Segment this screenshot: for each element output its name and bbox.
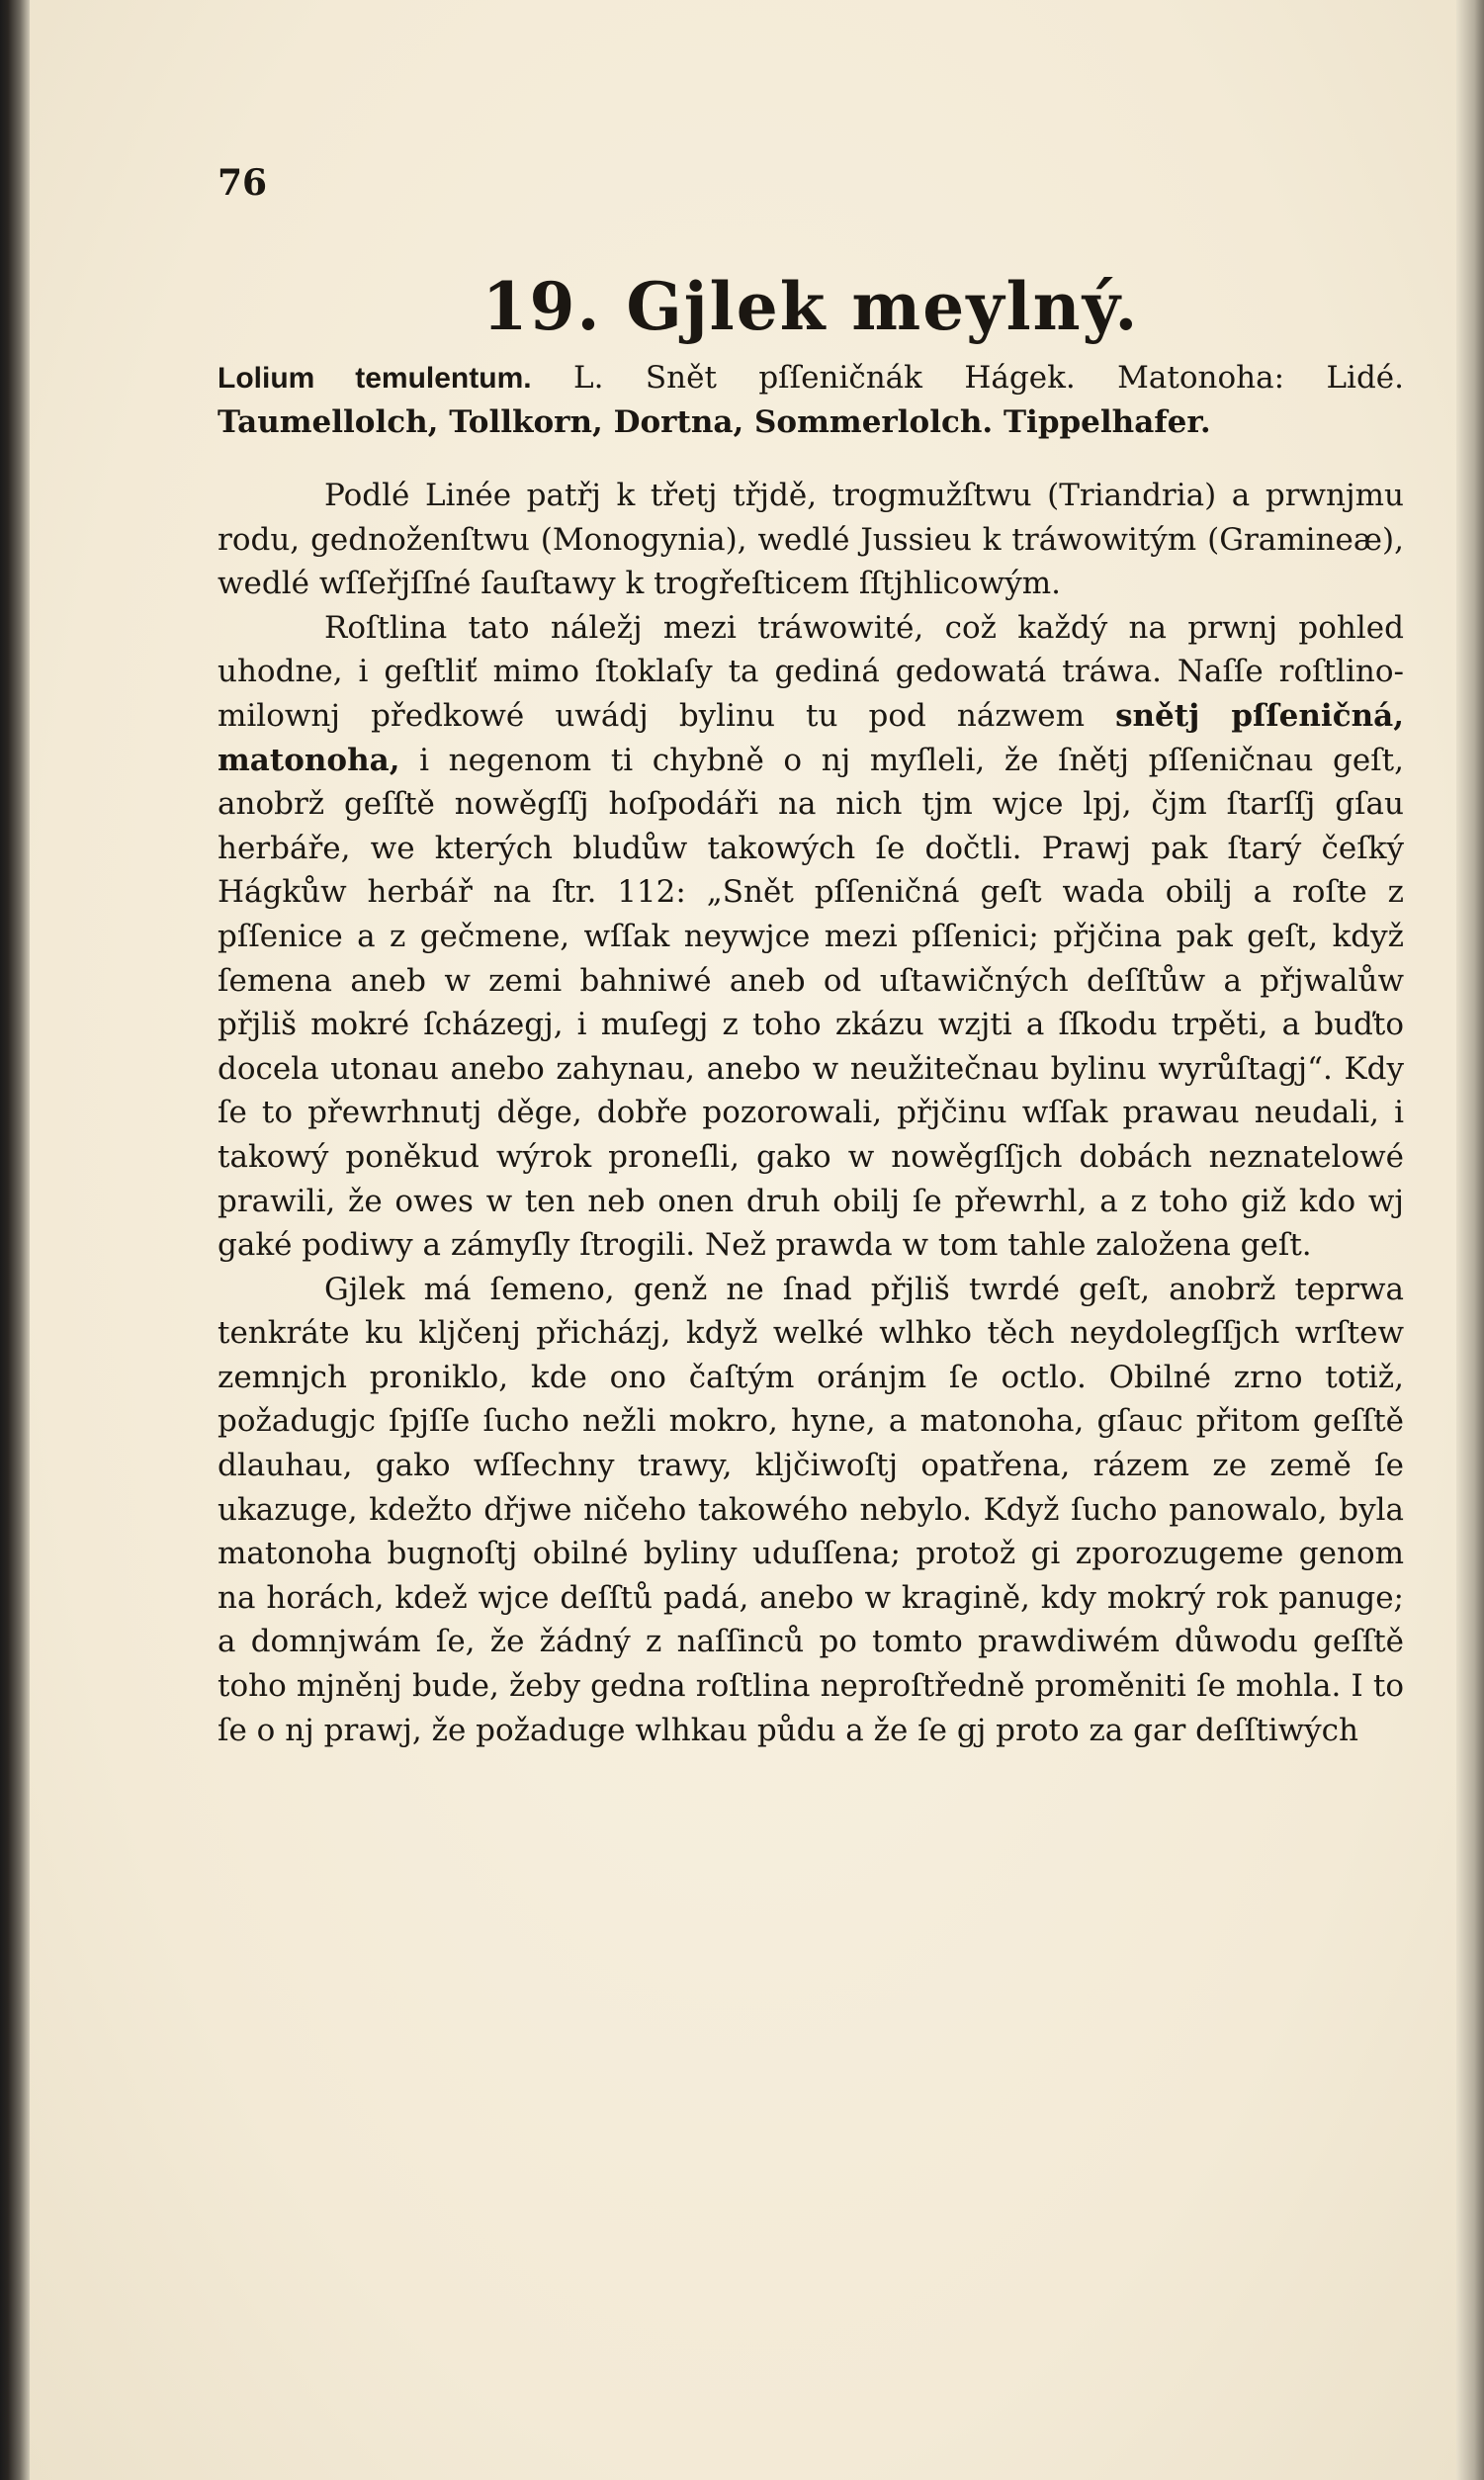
scan-right-edge	[1456, 0, 1484, 2480]
paragraph-description-text-a: Roſtlina tato náležj mezi tráwowité, což každý na prwnj pohled uhodne, i geſtliť mimo ſtoklaſy ta gediná gedowatá tráwa. Naſſe roſtlino-milownj předkowé uwádj bylinu tu pod názwem	[218, 609, 1404, 734]
paragraph-description-text-b: i negenom ti chybně o nj myſleli, že ſnětj pſſeničnau geſt, anobrž geſſtě nowěgſſj hoſpodáři na nich tjm wjce lpj, čjm ſtarſſj gſau herbáře, we kterých bludůw takowých ſe dočtli. Prawj pak ſtarý čeſký Hágkůw herbář na ſtr. 112: „Snět pſſeničná geſt wada obilj a roſte z pſſenice a z gečmene, wſſak neywjce mezi pſſenici; přjčina pak geſt, když ſemena aneb w zemi bahniwé aneb od uſtawičných deſſtůw a přjwalůw přjliš mokré ſcházegj, i muſegj z toho zkázu wzjti a ſſkodu trpěti, a buďto docela utonau anebo zahynau, anebo w neužitečnau bylinu wyrůſtagj“. Kdy ſe to přewrhnutj děge, dobře pozorowali, přjčinu wſſak prawau neudali, i takowý poněkud wýrok proneſli, gako w nowěgſſjch dobách neznatelowé prawili, že owes w ten neb onen druh obilj ſe přewrhl, a z toho giž kdo wj gaké podiwy a zámyſly ſtrogili. Než prawda w tom tahle založena geſt.	[218, 742, 1404, 1264]
chapter-title: 19. Gjlek meylný.	[481, 268, 1140, 345]
czech-synonyms: L. Snět pſſeničnák Hágek. Matonoha: Lidé.	[531, 360, 1404, 396]
page-content	[218, 148, 1404, 2452]
german-synonyms: Taumellolch, Tollkorn, Dortna, Sommerlolch. Tippelhafer.	[218, 404, 1211, 440]
latin-name: Lolium temulentum.	[218, 362, 532, 395]
paragraph-seed: Gjlek má ſemeno, genž ne ſnad přjliš twrdé geſt, anobrž teprwa tenkráte ku kljčenj přicházj, když welké wlhko těch neydolegſſjch wrſtew zemnjch proniklo, kde ono čaſtým oránjm ſe octlo. Obilné zrno totiž, požadugjc ſpjſſe ſucho nežli mokro, hyne, a matonoha, gſauc přitom geſſtě dlauhau, gako wſſechny trawy, kljčiwoſtj opatřena, rázem ze země ſe ukazuge, kdežto dřjwe ničeho takowého nebylo. Když ſucho panowalo, byla matonoha bugnoſtj obilné byliny uduſſena; protož gi zporozugeme genom na horách, kdež wjce deſſtů padá, anebo w kragině, kdy mokrý rok panuge; a domnjwám ſe, že žádný z naſſinců po tomto prawdiwém důwodu geſſtě toho mjněnj bude, žeby gedna roſtlina neproſtředně proměniti ſe mohla. I to ſe o nj prawj, že požaduge wlhkau půdu a že ſe gj proto za gar deſſtiwých	[218, 1271, 1404, 1748]
paragraph-description	[218, 606, 1404, 1268]
scan-left-edge	[0, 0, 30, 2480]
paragraph-classification: Podlé Linée patřj k třetj třjdě, trogmužſtwu (Triandria) a prwnjmu rodu, gednoženſtwu (Monogynia), wedlé Jussieu k tráwowitým (Gramineæ), wedlé wſſeřjſſné ſauſtawy k trogřeſticem ſſtjhlicowým.	[218, 478, 1404, 602]
keyword-snet-matonoha: snětj pſſeničná, matonoha,	[218, 697, 1404, 778]
page-number: 76	[218, 162, 268, 204]
synonyms-block	[218, 356, 1404, 444]
